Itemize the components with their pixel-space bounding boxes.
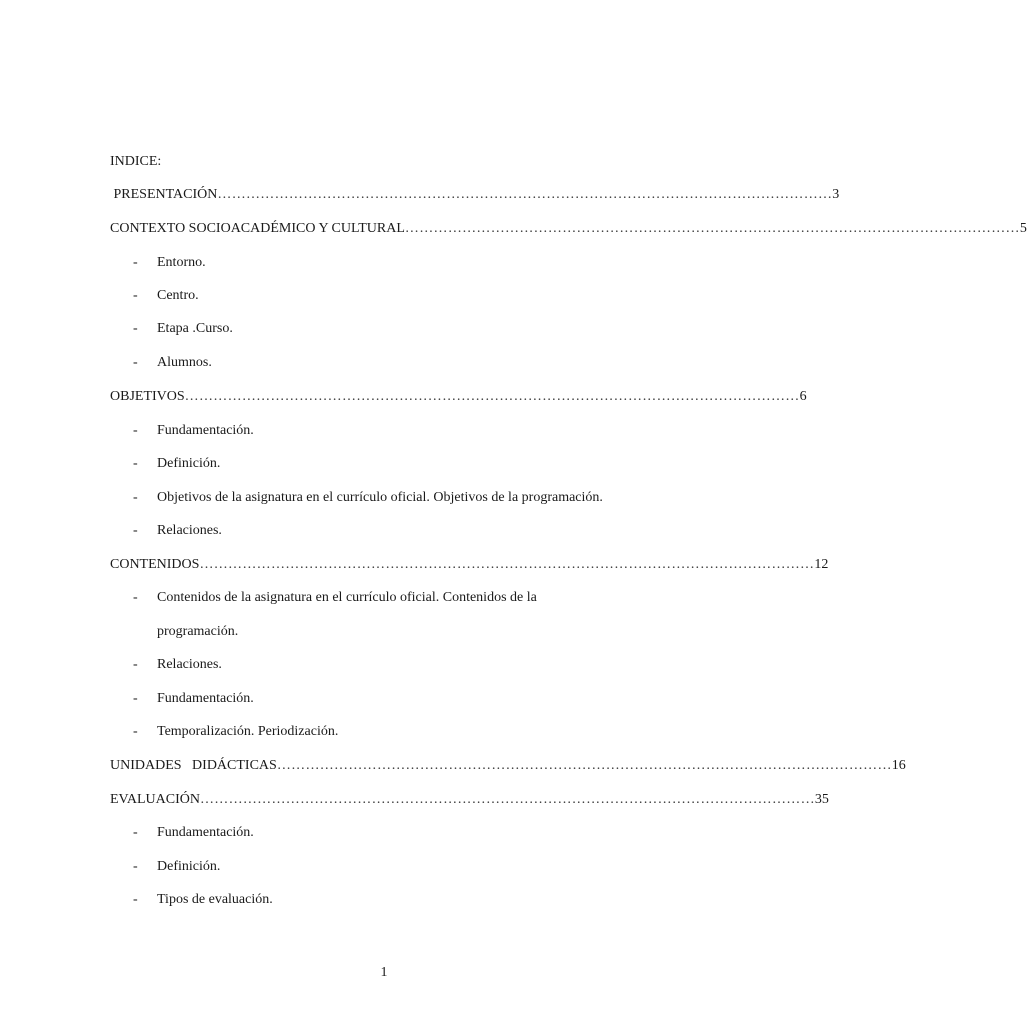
leader-dots: ………………………………………………………………………………………………………………… bbox=[184, 389, 800, 404]
list-item-text: Relaciones. bbox=[157, 657, 222, 672]
list-item-text: Fundamentación. bbox=[157, 691, 254, 706]
toc-entry-title: EVALUACIÓN bbox=[110, 792, 200, 807]
list-item-text: Objetivos de la asignatura en el currículo oficial. Objetivos de la programación. bbox=[157, 490, 603, 505]
bullet-dash: - bbox=[133, 825, 138, 840]
toc-entry-title: UNIDADES DIDÁCTICAS bbox=[110, 758, 277, 773]
leader-dots: ………………………………………………………………………………………………………………… bbox=[276, 758, 892, 773]
list-item-text: Alumnos. bbox=[157, 355, 212, 370]
list-item-text: Fundamentación. bbox=[157, 423, 254, 438]
leader-dots: ………………………………………………………………………………………………………………… bbox=[404, 221, 1020, 236]
toc-entry-unidades-didacticas bbox=[110, 757, 906, 775]
toc-entry-page: 3 bbox=[832, 187, 840, 202]
bullet-dash: - bbox=[133, 859, 138, 874]
bullet-dash: - bbox=[133, 523, 138, 538]
list-item-text: Temporalización. Periodización. bbox=[157, 724, 339, 739]
bullet-dash: - bbox=[133, 423, 138, 438]
toc-entry-presentacion bbox=[110, 186, 840, 204]
toc-entry-title: CONTEXTO SOCIOACADÉMICO Y CULTURAL bbox=[110, 221, 405, 236]
bullet-dash: - bbox=[133, 691, 138, 706]
leader-dots: ………………………………………………………………………………………………………………… bbox=[199, 792, 815, 807]
toc-entry-page: 16 bbox=[891, 758, 906, 773]
bullet-dash: - bbox=[133, 321, 138, 336]
list-item-text: Etapa .Curso. bbox=[157, 321, 233, 336]
list-item-text: Definición. bbox=[157, 456, 221, 471]
bullet-dash: - bbox=[133, 255, 138, 270]
list-item-text: Relaciones. bbox=[157, 523, 222, 538]
bullet-dash: - bbox=[133, 456, 138, 471]
page-number: 1 bbox=[380, 965, 388, 980]
list-item-text: Definición. bbox=[157, 859, 221, 874]
toc-entry-page: 5 bbox=[1019, 221, 1027, 236]
list-item-text: Contenidos de la asignatura en el currículo oficial. Contenidos de la bbox=[157, 590, 537, 605]
bullet-dash: - bbox=[133, 892, 138, 907]
bullet-dash: - bbox=[133, 490, 138, 505]
toc-entry-page: 6 bbox=[799, 389, 807, 404]
index-heading: INDICE: bbox=[110, 154, 162, 169]
toc-entry-evaluacion bbox=[110, 791, 829, 809]
bullet-dash: - bbox=[133, 355, 138, 370]
bullet-dash: - bbox=[133, 590, 138, 605]
leader-dots: ………………………………………………………………………………………………………………… bbox=[217, 187, 833, 202]
list-item-text: Fundamentación. bbox=[157, 825, 254, 840]
toc-entry-page: 35 bbox=[814, 792, 829, 807]
toc-entry-title: PRESENTACIÓN bbox=[110, 187, 218, 202]
list-item-text: programación. bbox=[157, 624, 239, 639]
toc-entry-objetivos bbox=[110, 388, 807, 406]
list-item-text: Tipos de evaluación. bbox=[157, 892, 273, 907]
toc-entry-title: OBJETIVOS bbox=[110, 389, 185, 404]
leader-dots: ………………………………………………………………………………………………………………… bbox=[199, 557, 815, 572]
toc-entry-contenidos bbox=[110, 556, 829, 574]
list-item-text: Entorno. bbox=[157, 255, 206, 270]
list-item-text: Centro. bbox=[157, 288, 199, 303]
toc-entry-contexto bbox=[110, 220, 1027, 238]
bullet-dash: - bbox=[133, 288, 138, 303]
bullet-dash: - bbox=[133, 657, 138, 672]
bullet-dash: - bbox=[133, 724, 138, 739]
toc-entry-title: CONTENIDOS bbox=[110, 557, 200, 572]
toc-entry-page: 12 bbox=[814, 557, 829, 572]
